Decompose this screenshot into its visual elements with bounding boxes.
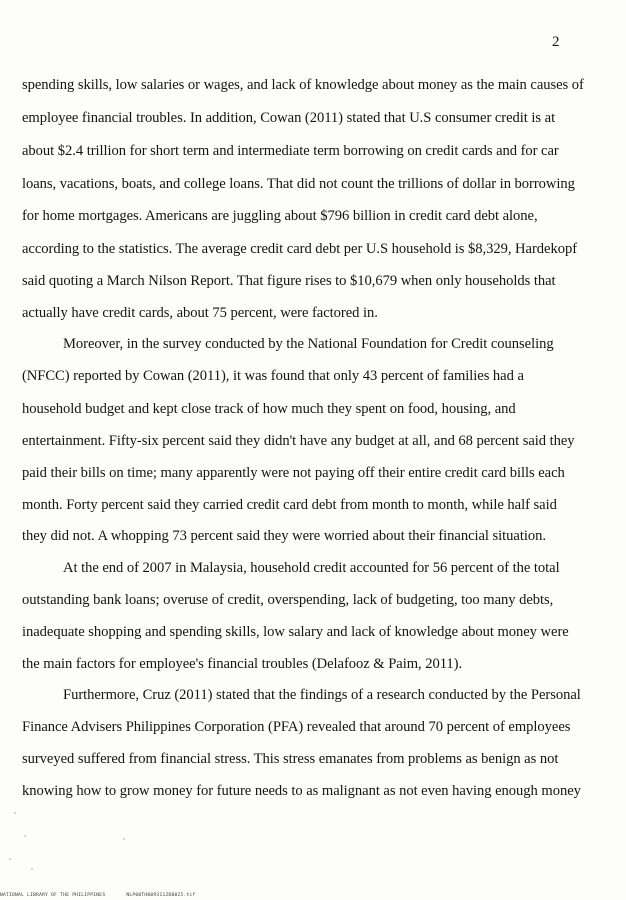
scan-speck	[24, 835, 26, 837]
text-line: entertainment. Fifty-six percent said they didn't have any budget at all, and 68 percent said they	[22, 433, 575, 449]
text-line: employee financial troubles. In addition, Cowan (2011) stated that U.S consumer credit is at	[22, 110, 556, 126]
text-line: inadequate shopping and spending skills, low salary and lack of knowledge about money were	[22, 624, 569, 640]
text-line: for home mortgages. Americans are juggling about $796 billion in credit card debt alone,	[22, 208, 538, 224]
text-line: surveyed suffered from financial stress. This stress emanates from problems as benign as not	[22, 751, 559, 767]
text-line: loans, vacations, boats, and college loans. That did not count the trillions of dollar in borrowing	[22, 176, 575, 192]
footer-library: NATIONAL LIBRARY OF THE PHILIPPINES	[0, 893, 106, 898]
scan-speck	[14, 812, 16, 814]
footer-code: NLP00TH0093112D0025.tif	[126, 893, 196, 898]
text-line: about $2.4 trillion for short term and intermediate term borrowing on credit cards and for car	[22, 143, 559, 159]
text-line: spending skills, low salaries or wages, and lack of knowledge about money as the main causes of	[22, 77, 584, 93]
text-line: Finance Advisers Philippines Corporation (PFA) revealed that around 70 percent of employees	[22, 719, 571, 735]
scan-speck	[31, 868, 33, 870]
scan-speck	[9, 858, 11, 860]
text-line: they did not. A whopping 73 percent said they were worried about their financial situation.	[22, 528, 546, 544]
scan-speck	[123, 838, 125, 840]
text-line: month. Forty percent said they carried credit card debt from month to month, while half said	[22, 497, 557, 513]
text-line: knowing how to grow money for future needs to as malignant as not even having enough money	[22, 783, 581, 799]
text-line: according to the statistics. The average credit card debt per U.S household is $8,329, Hardekopf	[22, 241, 578, 257]
paragraph-first-line: Furthermore, Cruz (2011) stated that the findings of a research conducted by the Personal	[63, 687, 581, 703]
text-line: paid their bills on time; many apparently were not paying off their entire credit card bills each	[22, 465, 565, 481]
text-line: actually have credit cards, about 75 percent, were factored in.	[22, 305, 378, 321]
text-line: said quoting a March Nilson Report. That figure rises to $10,679 when only households that	[22, 273, 556, 289]
paragraph-first-line: At the end of 2007 in Malaysia, household credit accounted for 56 percent of the total	[63, 560, 560, 576]
text-line: outstanding bank loans; overuse of credit, overspending, lack of budgeting, too many debts,	[22, 592, 554, 608]
paragraph-first-line: Moreover, in the survey conducted by the National Foundation for Credit counseling	[63, 336, 554, 352]
text-line: the main factors for employee's financial troubles (Delafooz & Paim, 2011).	[22, 656, 463, 672]
text-line: (NFCC) reported by Cowan (2011), it was found that only 43 percent of families had a	[22, 368, 524, 384]
page-number: 2	[552, 34, 560, 50]
scan-footer	[0, 893, 214, 899]
text-line: household budget and kept close track of how much they spent on food, housing, and	[22, 401, 516, 417]
